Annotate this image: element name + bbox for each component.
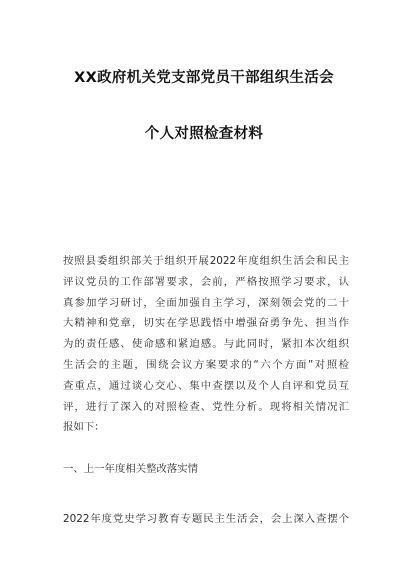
paragraph-line: 评，进行了深入的对照检查、党性分析。现将相关情况汇	[63, 400, 349, 413]
document-subtitle: 个人对照检查材料	[144, 126, 264, 142]
document-title: XX政府机关党支部党员干部组织生活会	[74, 70, 334, 86]
section-paragraph	[63, 509, 349, 530]
paragraph-line: 真参加学习研讨，全面加强自主学习，深刻领会党的二十	[63, 296, 349, 309]
section-heading: 一、上一年度相关整改落实情	[63, 463, 199, 475]
paragraph-line: 大精神和党章，切实在学思践悟中增强奋勇争先、担当作	[63, 317, 349, 330]
paragraph-line: 报如下：	[63, 421, 105, 434]
paragraph-line: 为的责任感、使命感和紧迫感。与此同时，紧扣本次组织	[63, 338, 349, 351]
paragraph-line: 2022年度党史学习教育专题民主生活会，会上深入查摆个	[63, 513, 349, 525]
paragraph-line: 生活会的主题，围绕会议方案要求的“六个方面”对照检	[63, 358, 349, 371]
paragraph-line: 按照县委组织部关于组织开展2022年度组织生活会和民主	[63, 255, 349, 267]
paragraph-line: 查重点，通过谈心交心、集中查摆以及个人自评和党员互	[63, 379, 349, 392]
paragraph-line: 评议党员的工作部署要求，会前，严格按照学习要求，认	[63, 275, 349, 288]
intro-paragraph	[63, 251, 349, 438]
